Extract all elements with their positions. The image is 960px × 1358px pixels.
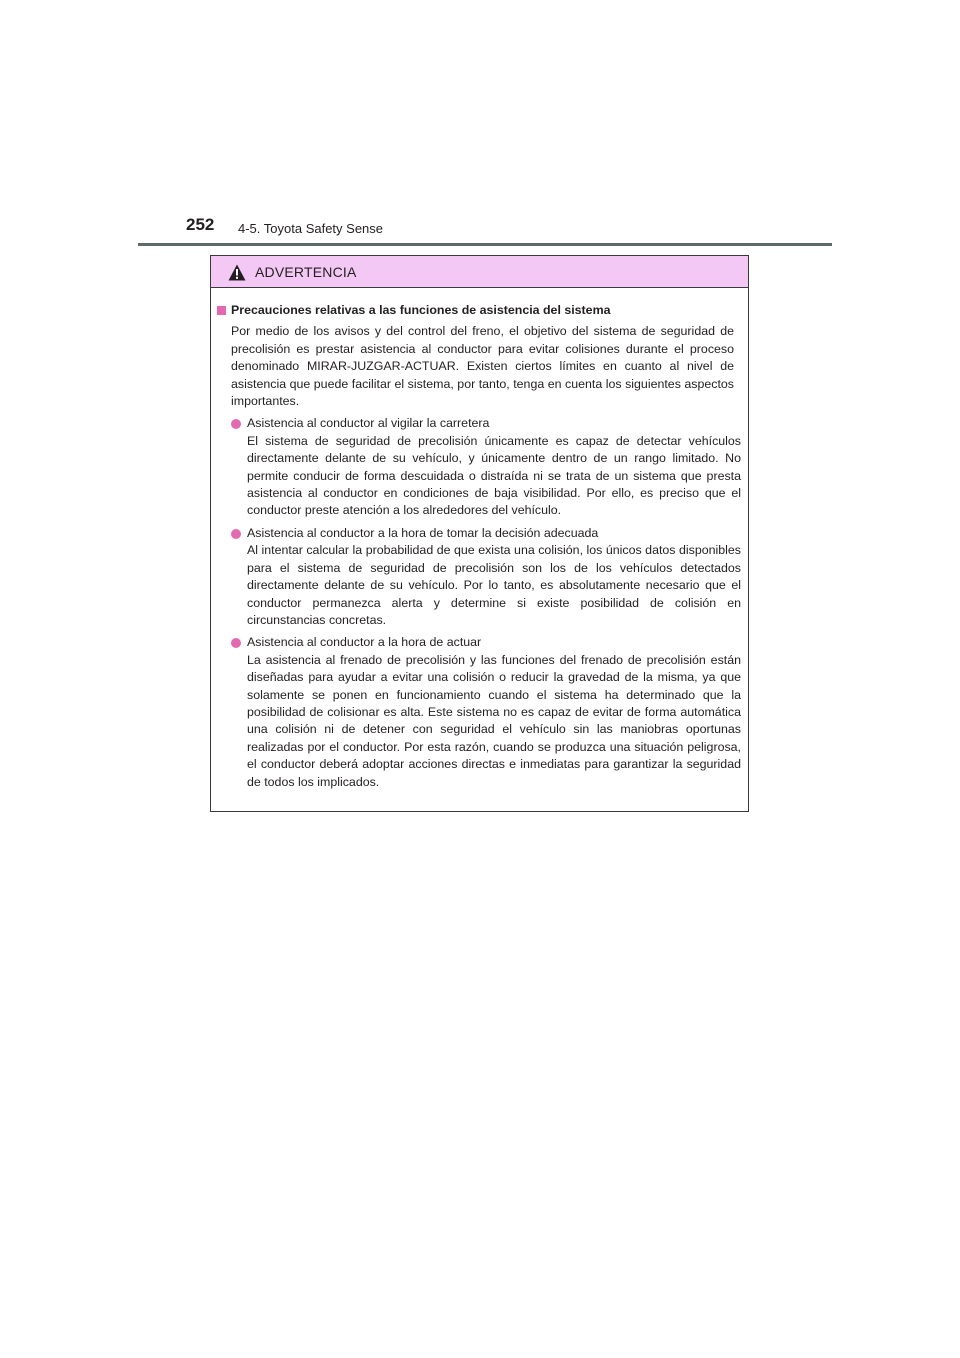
list-item-title: Asistencia al conductor a la hora de actuar [247,635,482,650]
warning-triangle-icon [228,264,246,281]
list-item [231,415,741,519]
list-item-title: Asistencia al conductor al vigilar la carretera [247,416,490,431]
warning-header [211,256,748,288]
warning-body [211,288,748,791]
square-bullet-icon [217,306,226,315]
precautions-heading [217,302,741,319]
header-divider [138,243,832,246]
list-item-text: El sistema de seguridad de precolisión únicamente es capaz de detectar vehículos directamente delante de su vehículo, y únicamente dentro de un rango limitado. No permite conducir de forma descuidada o distraída ni se trata de un sistema que presta asistencia al conductor en condiciones de baja visibilidad. Por ello, es preciso que el conductor preste atención a los alrededores del vehículo. [247,433,741,518]
round-bullet-icon [231,419,241,429]
precautions-heading-text: Precauciones relativas a las funciones de asistencia del sistema [231,303,611,317]
list-item-text: Al intentar calcular la probabilidad de que exista una colisión, los únicos datos disponibles para el sistema de seguridad de precolisión son los de los vehículos detectados directamente delante de su vehículo. Por lo tanto, es absolutamente necesario que el conductor permanezca alerta y determine si existe posibilidad de colisión en circunstancias concretas. [247,543,741,627]
round-bullet-icon [231,638,241,648]
list-item [231,525,741,629]
list-item-title: Asistencia al conductor a la hora de tomar la decisión adecuada [247,525,599,540]
page-number: 252 [186,215,215,234]
intro-paragraph: Por medio de los avisos y del control del freno, el objetivo del sistema de seguridad de precolisión es prestar asistencia al conductor para evitar colisiones durante el proceso denominado MIRAR-JUZGAR-ACTUAR. Existen ciertos límites en cuanto al nivel de asistencia que puede facilitar el sistema, por tanto, tenga en cuenta los siguientes aspectos importantes. [231,324,734,409]
list-item-text: La asistencia al frenado de precolisión y las funciones del frenado de precolisión están diseñadas para ayudar a evitar una colisión o reducir la gravedad de la misma, ya que solamente se ponen en funcionamiento cuando el sistema ha determinado que la posibilidad de colisionar es alta. Este sistema no es capaz de evitar de forma automática una colisión ni de detener con seguridad el vehículo sin las maniobras oportunas realizadas por el conductor. Por esta razón, cuando se produzca una situación peligrosa, el conductor deberá adoptar acciones directas e inmediatas para garantizar la seguridad de todos los implicados. [247,652,741,789]
warning-label: ADVERTENCIA [255,264,357,280]
section-title: 4-5. Toyota Safety Sense [238,221,384,236]
warning-box [210,255,749,812]
list-item [231,634,741,791]
round-bullet-icon [231,529,241,539]
